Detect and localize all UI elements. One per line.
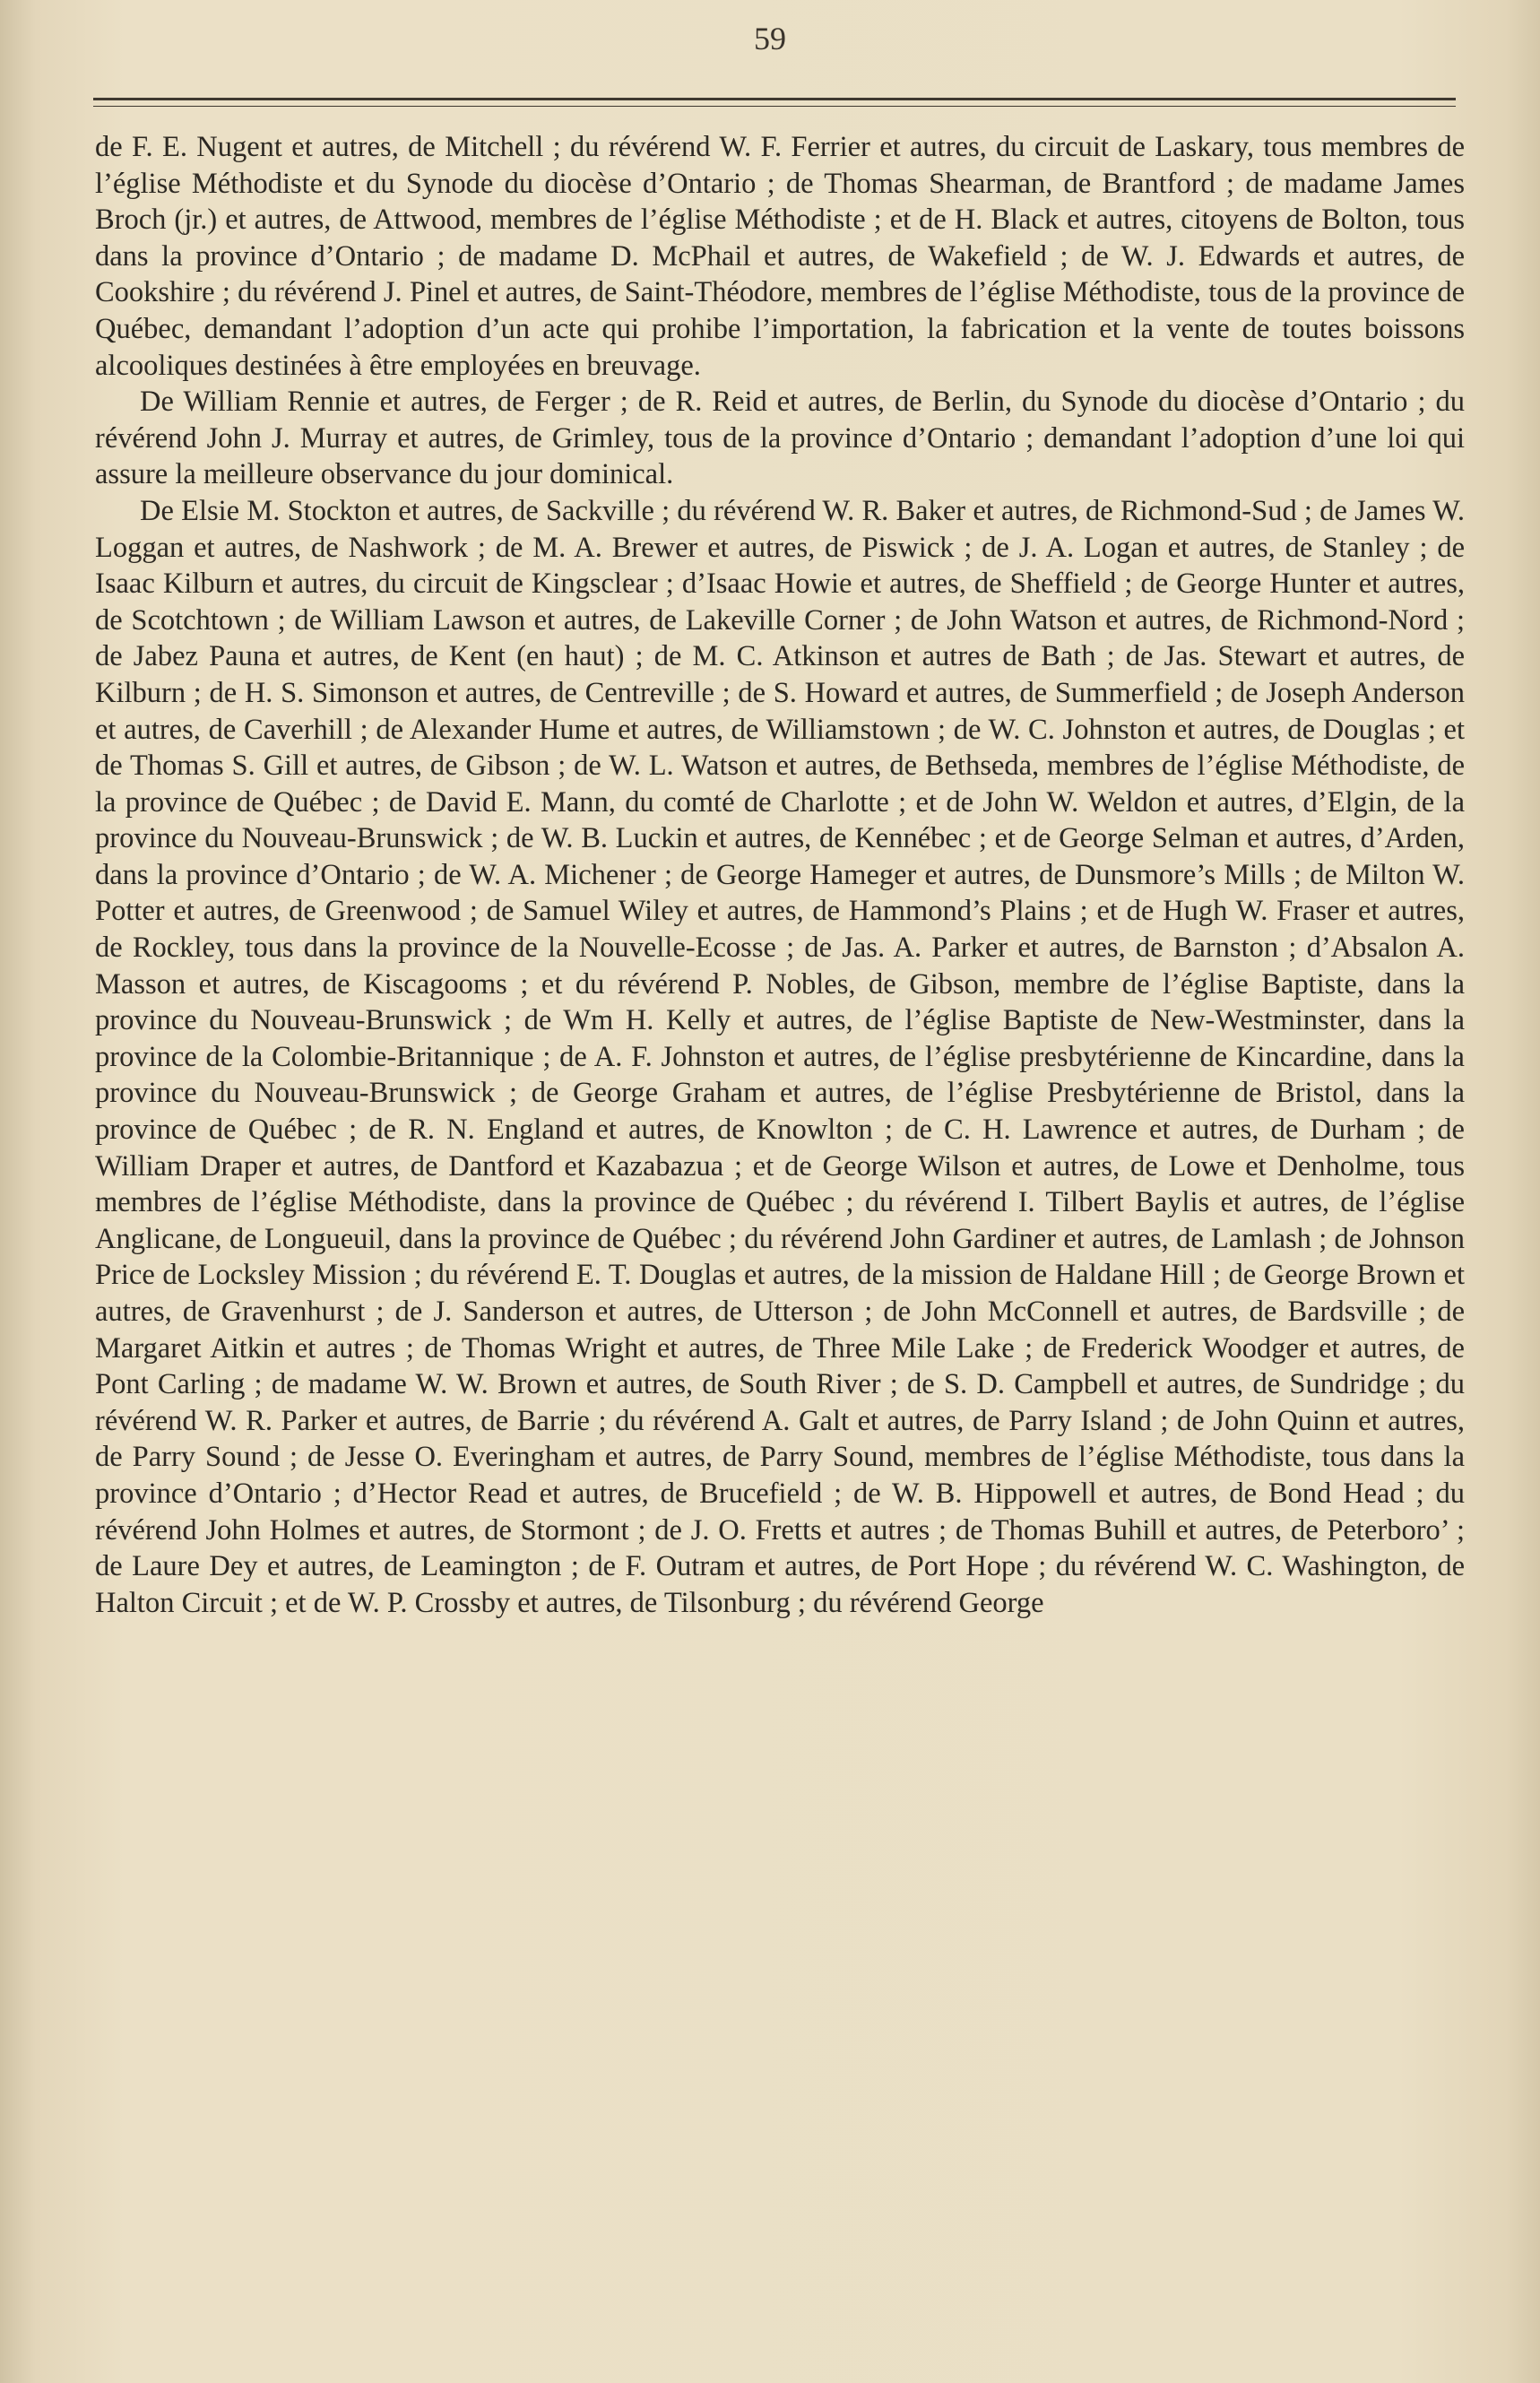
page-number: 59 [754,21,786,56]
paragraph-2: De William Rennie et autres, de Ferger ; de R. Reid et autres, de Berlin, du Synode du diocèse d’Ontario ; du révérend John J. Murray et autres, de Grimley, tous de la province d’Ontario ; demandant l’adoption d’une loi qui assure la meilleure observance du jour dominical. [95,386,1465,491]
paragraph-3: De Elsie M. Stockton et autres, de Sackville ; du révérend W. R. Baker et autres, de Richmond-Sud ; de James W. Loggan et autres, de Nashwork ; de M. A. Brewer et autres, de Piswick ; de J. A. Logan et autres, de Stanley ; de Isaac Kilburn et autres, du circuit de Kingsclear ; d’Isaac Howie et autres, de Sheffield ; de George Hunter et autres, de Scotchtown ; de William Lawson et autres, de Lakeville Corner ; de John Watson et autres, de Richmond-Nord ; de Jabez Pauna et autres, de Kent (en haut) ; de M. C. Atkinson et autres de Bath ; de Jas. Stewart et autres, de Kilburn ; de H. S. Simonson et autres, de Centreville ; de S. Howard et autres, de Summerfield ; de Joseph Anderson et autres, de Caverhill ; de Alexander Hume et autres, de Williamstown ; de W. C. Johnston et autres, de Douglas ; et de Thomas S. Gill et autres, de Gibson ; de W. L. Watson et autres, de Bethseda, membres de l’église Méthodiste, de la province de Québec ; de David E. Mann, du comté de Charlotte ; et de John W. Weldon et autres, d’Elgin, de la province du Nouveau-Brunswick ; de W. B. Luckin et autres, de Kennébec ; et de George Selman et autres, d’Arden, dans la province d’Ontario ; de W. A. Michener ; de George Hameger et autres, de Dunsmore’s Mills ; de Milton W. Potter et autres, de Greenwood ; de Samuel Wiley et autres, de Hammond’s Plains ; et de Hugh W. Fraser et autres, de Rockley, tous dans la province de la Nouvelle-Ecosse ; de Jas. A. Parker et autres, de Barnston ; d’Absalon A. Masson et autres, de Kiscagooms ; et du révérend P. Nobles, de Gibson, membre de l’église Baptiste, dans la province du Nouveau-Brunswick ; de Wm H. Kelly et autres, de l’église Baptiste de New-Westminster, dans la province de la Colombie-Britannique ; de A. F. Johnston et autres, de l’église presbytérienne de Kincardine, dans la province du Nouveau-Brunswick ; de George Graham et autres, de l’église Presbytérienne de Bristol, dans la province de Québec ; de R. N. England et autres, de Knowlton ; de C. H. Lawrence et autres, de Durham ; de William Draper et autres, de Dantford et Kazabazua ; et de George Wilson et autres, de Lowe et Denholme, tous membres de l’église Méthodiste, dans la province de Québec ; du révérend I. Tilbert Baylis et autres, de l’église Anglicane, de Longueuil, dans la province de Québec ; du révérend John Gardiner et autres, de Lamlash ; de Johnson Price de Locksley Mission ; du révérend E. T. Douglas et autres, de la mission de Haldane Hill ; de George Brown et autres, de Gravenhurst ; de J. Sanderson et autres, de Utterson ; de John McConnell et autres, de Bardsville ; de Margaret Aitkin et autres ; de Thomas Wright et autres, de Three Mile Lake ; de Frederick Woodger et autres, de Pont Carling ; de madame W. W. Brown et autres, de South River ; de S. D. Campbell et autres, de Sundridge ; du révérend W. R. Parker et autres, de Barrie ; du révérend A. Galt et autres, de Parry Island ; de John Quinn et autres, de Parry Sound ; de Jesse O. Everingham et autres, de Parry Sound, membres de l’église Méthodiste, tous dans la province d’Ontario ; d’Hector Read et autres, de Brucefield ; de W. B. Hippowell et autres, de Bond Head ; du révérend John Holmes et autres, de Stormont ; de J. O. Fretts et autres ; de Thomas Buhill et autres, de Peterboro’ ; de Laure Dey et autres, de Leamington ; de F. Outram et autres, de Port Hope ; du révérend W. C. Washington, de Halton Circuit ; et de W. P. Crossby et autres, de Tilsonburg ; du révérend George [95,494,1465,1619]
header-rule-thin [93,106,1456,107]
header-rule-thick [93,98,1456,100]
paragraph-1: de F. E. Nugent et autres, de Mitchell ; du révérend W. F. Ferrier et autres, du circuit de Laskary, tous membres de l’église Méthodiste et du Synode du diocèse d’Ontario ; de Thomas Shearman, de Brantford ; de madame James Broch (jr.) et autres, de Attwood, membres de l’église Méthodiste ; et de H. Black et autres, citoyens de Bolton, tous dans la province d’Ontario ; de madame D. McPhail et autres, de Wakefield ; de W. J. Edwards et autres, de Cookshire ; du révérend J. Pinel et autres, de Saint-Théodore, membres de l’église Méthodiste, tous de la province de Québec, demandant l’adoption d’un acte qui prohibe l’importation, la fabrication et la vente de toutes boissons alcooliques destinées à être employées en breuvage. [95,131,1465,382]
body-text [95,129,1465,1621]
